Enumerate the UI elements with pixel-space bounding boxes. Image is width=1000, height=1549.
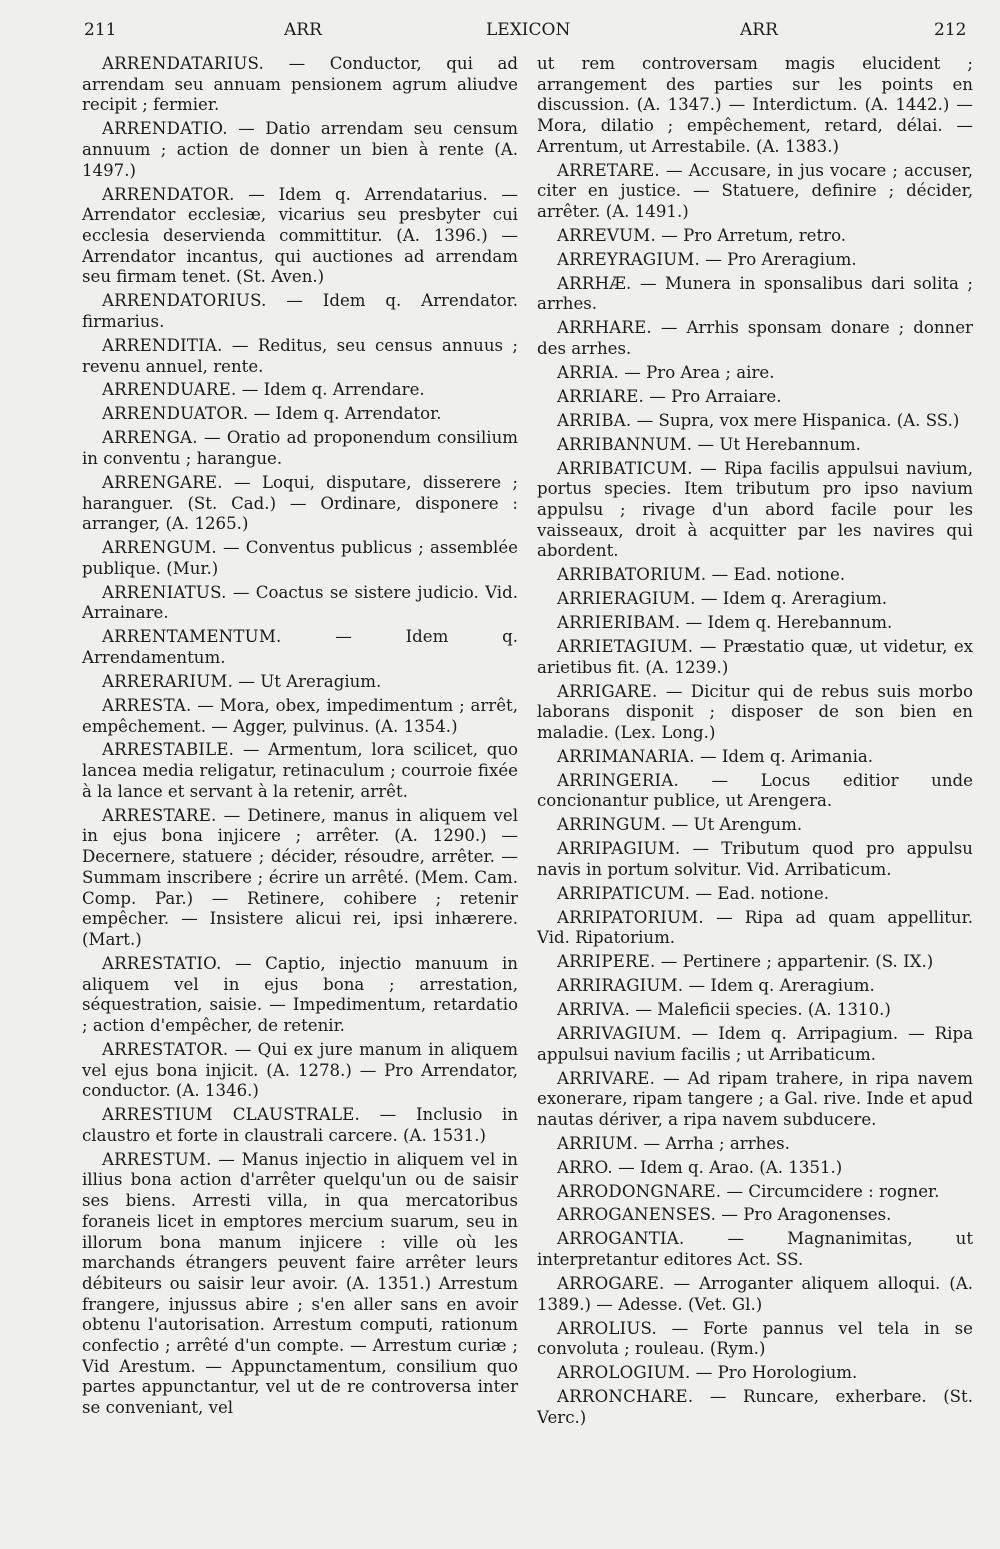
- dictionary-entry: [82, 380, 518, 401]
- entry-headword: ARRONCHARE.: [557, 1387, 694, 1407]
- entry-headword: ARRIERAGIUM.: [557, 589, 696, 609]
- entry-headword: ARRIBATORIUM.: [557, 565, 707, 585]
- entry-headword: ARRENIATUS.: [102, 582, 227, 602]
- entry-definition: — Supra, vox mere Hispanica. (A. SS.): [631, 410, 960, 430]
- entry-definition: — Circumcidere : rogner.: [721, 1181, 940, 1201]
- entry-headword: ARRENDATORIUS.: [102, 291, 267, 311]
- entry-definition: — Ut Arengum.: [666, 815, 803, 835]
- dictionary-entry: [537, 1205, 973, 1226]
- entry-definition: — Qui ex jure manum in aliquem vel ejus bona injicit. (A. 1278.) — Pro Arrendator, conductor. (A. 1346.): [82, 1039, 518, 1101]
- dictionary-entry: [537, 952, 973, 973]
- dictionary-entry: [82, 119, 518, 181]
- entry-headword: ARRENDITIA.: [102, 335, 223, 355]
- dictionary-entry: [537, 435, 973, 456]
- dictionary-entry: [537, 908, 973, 949]
- entry-headword: ARRESTATIO.: [102, 953, 222, 973]
- entry-headword: ARRENDATARIUS.: [102, 54, 265, 73]
- entry-definition: — Munera in sponsalibus dari solita ; arrhes.: [537, 273, 973, 314]
- dictionary-entry: [537, 1158, 973, 1179]
- entry-definition: — Pertinere ; appartenir. (S. IX.): [655, 952, 934, 972]
- entry-definition: — Detinere, manus in aliquem vel in ejus bona injicere ; arrêter. (A. 1290.) — Decernere, statuere ; décider, résoudre, arrêter. — Summam inscribere ; écrire un arrêté. (Mem. Cam. Comp. Par.) — Retinere, cohibere ; retenir empêcher. — Insistere alicui rei, ipsi inhærere. (Mart.): [82, 805, 518, 949]
- dictionary-entry: [537, 1024, 973, 1065]
- dictionary-entry: [82, 627, 518, 668]
- entry-definition: — Præstatio quæ, ut videtur, ex arietibus fit. (A. 1239.): [537, 636, 973, 677]
- entry-definition: — Pro Horologium.: [690, 1363, 858, 1383]
- entry-headword: ARRENTAMENTUM.: [102, 627, 282, 647]
- entry-definition: — Ead. notione.: [690, 883, 829, 903]
- entry-definition: — Idem q. Arao. (A. 1351.): [612, 1157, 843, 1177]
- entry-headword: ARROGANTIA.: [557, 1229, 685, 1249]
- dictionary-entry: [537, 884, 973, 905]
- dictionary-entry: [537, 363, 973, 384]
- entry-headword: ARROGANENSES.: [557, 1205, 717, 1225]
- entry-definition: — Ut Herebannum.: [692, 434, 861, 454]
- dictionary-entry: [537, 771, 973, 812]
- entry-definition: — Inclusio in claustro et forte in claustrali carcere. (A. 1531.): [82, 1105, 519, 1145]
- entry-headword: ARRENDUARE.: [102, 380, 237, 400]
- entry-headword: ARRINGUM.: [557, 815, 667, 835]
- dictionary-entry: [537, 1069, 973, 1131]
- entry-definition: — Oratio ad proponendum consilium in conventu ; harangue.: [82, 428, 518, 468]
- dictionary-entry: [537, 839, 973, 880]
- dictionary-entry: [537, 1134, 973, 1155]
- dictionary-entry: [82, 336, 518, 377]
- dictionary-entry: [537, 459, 973, 563]
- running-head-right: ARR: [740, 20, 778, 40]
- dictionary-entry: [537, 565, 973, 586]
- left-column: [82, 54, 518, 1422]
- entry-headword: ARRHARE.: [557, 318, 652, 338]
- dictionary-entry: [82, 954, 518, 1037]
- entry-definition: — Reditus, seu census annuus ; revenu annuel, rente.: [82, 335, 518, 376]
- entry-headword: ARRENGUM.: [102, 538, 217, 558]
- entry-headword: ARRERARIUM.: [102, 671, 234, 691]
- dictionary-entry: [82, 291, 518, 332]
- entry-definition: — Tributum quod pro appulsu navis in portum solvitur. Vid. Arribaticum.: [537, 839, 973, 879]
- entry-definition: — Ripa facilis appulsui navium, portus species. Item tributum pro ipso navium appulsu ; rivage d'un abord facile pour les vaisseaux, droit à acquitter par les navires qui abordent.: [537, 458, 973, 561]
- entry-headword: ARRENDUATOR.: [102, 404, 249, 424]
- running-head-left: ARR: [284, 20, 322, 40]
- dictionary-entry: [537, 161, 973, 223]
- entry-headword: ARRIPAGIUM.: [557, 839, 681, 859]
- entry-headword: ARRIMANARIA.: [557, 746, 695, 766]
- entry-definition: — Arroganter aliquem alloqui. (A. 1389.) — Adesse. (Vet. Gl.): [537, 1273, 973, 1314]
- entry-headword: ARRIARE.: [557, 386, 644, 406]
- entry-definition: — Idem q. Arrendatarius. — Arrendator ecclesiæ, vicarius seu presbyter cui ecclesia deservienda committitur. (A. 1396.) — Arrendator incantus, qui auctiones ad arrendam seu firmam tenet. (St. Aven.): [82, 184, 518, 287]
- entry-headword: ARRENDATOR.: [102, 184, 235, 204]
- dictionary-entry: [82, 672, 518, 693]
- dictionary-entry: [82, 428, 518, 469]
- dictionary-entry: [537, 815, 973, 836]
- entry-headword: ARRENGA.: [102, 428, 198, 448]
- entry-headword: ARRENDATIO.: [102, 119, 228, 139]
- entry-definition: — Maleficii species. (A. 1310.): [630, 1000, 891, 1020]
- dictionary-entry: [537, 250, 973, 271]
- entry-headword: ARRESTUM.: [102, 1149, 212, 1169]
- right-column: [537, 54, 973, 1432]
- entry-headword: ARRESTABILE.: [102, 740, 235, 760]
- entry-definition: — Idem q. Arrendator.: [248, 404, 442, 424]
- entry-definition: — Conductor, qui ad arrendam seu annuam pensionem agrum aliudve recipit ; fermier.: [82, 54, 518, 115]
- entry-definition: — Arrha ; arrhes.: [638, 1133, 790, 1153]
- entry-headword: ARRIUM.: [557, 1133, 639, 1153]
- page-number-left: 211: [84, 20, 117, 40]
- entry-definition: — Armentum, lora scilicet, quo lancea media religatur, retinaculum ; courroie fixée à la lance et servant à la retenir, arrêt.: [82, 740, 518, 801]
- entry-headword: ARRIERIBAM.: [557, 613, 681, 633]
- dictionary-entry: [537, 411, 973, 432]
- entry-definition: — Mora, obex, impedimentum ; arrêt, empêchement. — Agger, pulvinus. (A. 1354.): [82, 695, 518, 736]
- entry-definition: — Idem q. Arrendare.: [236, 380, 425, 400]
- dictionary-entry: [537, 274, 973, 315]
- entry-headword: ARRHÆ.: [557, 273, 632, 293]
- entry-definition: — Accusare, in jus vocare ; accuser, citer en justice. — Statuere, definire ; décider, arrêter. (A. 1491.): [537, 160, 973, 222]
- entry-headword: ARRENGARE.: [102, 472, 223, 492]
- entry-headword: ARRIVARE.: [557, 1068, 656, 1088]
- entry-definition: — Ad ripam trahere, in ripa navem exonerare, ripam tangere ; a Gal. rive. Inde et apud nautas dériver, a ripa navem subducere.: [537, 1068, 973, 1129]
- entry-headword: ARREYRAGIUM.: [557, 249, 700, 269]
- dictionary-entry: [537, 1229, 973, 1270]
- entry-headword: ARROLIUS.: [557, 1318, 657, 1338]
- entry-headword: ARRIVAGIUM.: [557, 1023, 682, 1043]
- entry-headword: ARRESTARE.: [102, 805, 217, 825]
- dictionary-entry: [537, 976, 973, 997]
- dictionary-entry: [82, 185, 518, 289]
- entry-definition: — Dicitur qui de rebus suis morbo laborans disponit ; disposer de son bien en maladie. (Lex. Long.): [537, 681, 973, 742]
- entry-definition: — Ripa ad quam appellitur. Vid. Ripatorium.: [537, 907, 973, 948]
- dictionary-entry: [82, 583, 518, 624]
- entry-definition: — Pro Areragium.: [699, 249, 857, 269]
- dictionary-entry: [537, 1274, 973, 1315]
- dictionary-entry: [537, 1000, 973, 1021]
- entry-definition: — Forte pannus vel tela in se convoluta ; rouleau. (Rym.): [537, 1318, 973, 1359]
- entry-definition: — Coactus se sistere judicio. Vid. Arrainare.: [82, 582, 518, 623]
- entry-definition: — Idem q. Arrendator. firmarius.: [82, 291, 518, 331]
- entry-definition: — Magnanimitas, ut interpretantur editores Act. SS.: [537, 1229, 973, 1270]
- entry-headword: ARRIPERE.: [557, 952, 656, 972]
- entry-headword: ARRIGARE.: [557, 681, 658, 701]
- entry-definition: — Ead. notione.: [706, 565, 846, 585]
- entry-definition: — Pro Arretum, retro.: [655, 226, 847, 245]
- entry-definition: — Ut Areragium.: [233, 671, 382, 691]
- dictionary-entry: [537, 1387, 973, 1428]
- entry-headword: ARRO.: [557, 1157, 613, 1177]
- dictionary-entry: [537, 1182, 973, 1203]
- running-header: [84, 20, 967, 44]
- entry-definition: — Conventus publicus ; assemblée publique. (Mur.): [82, 538, 518, 578]
- entry-definition: — Pro Arraiare.: [644, 386, 782, 406]
- dictionary-entry: [82, 740, 518, 802]
- entry-headword: ARRODONGNARE.: [557, 1181, 722, 1201]
- entry-definition: — Manus injectio in aliquem vel in illius bona action d'arrêter quelqu'un ou de saisir ses biens. Arresti villa, in qua mercatoribus foraneis licet in emptores mercium suarum, seu in illorum bona manum injicere : ville où les marchands étrangers peuvent faire arrêter leurs débiteurs ou saisir leur avoir. (A. 1351.) Arrestum frangere, injussus abire ; s'en aller sans en avoir obtenu l'autorisation. Arrestum computi, rationum confectio ; arrêté d'un compte. — Arrestum curiæ ; Vid Arestum. — Appunctamentum, consilium quo partes appunctantur, vel ut de re controversa inter se conveniant, vel: [82, 1149, 518, 1418]
- entry-definition: — Idem q. Arimania.: [694, 746, 874, 766]
- entry-headword: ARREVUM.: [557, 226, 656, 245]
- entry-headword: ARRESTATOR.: [102, 1039, 229, 1059]
- entry-definition: — Pro Area ; aire.: [618, 362, 775, 382]
- entry-headword: ARRETARE.: [557, 160, 660, 180]
- dictionary-entry: [537, 747, 973, 768]
- entry-definition: — Idem q. Herebannum.: [680, 613, 893, 633]
- entry-definition: — Idem q. Arrendamentum.: [82, 627, 518, 668]
- entry-headword: ARROGARE.: [557, 1273, 665, 1293]
- entry-definition: — Idem q. Areragium.: [683, 976, 875, 996]
- entry-headword: ARRINGERIA.: [557, 770, 679, 790]
- entry-headword: ARRESTA.: [102, 695, 192, 715]
- entry-headword: ARRIBA.: [557, 410, 632, 430]
- entry-headword: ARROLOGIUM.: [557, 1363, 691, 1383]
- dictionary-entry: [82, 696, 518, 737]
- entry-headword: ARRIA.: [557, 362, 619, 382]
- entry-headword: ARRIBANNUM.: [557, 434, 693, 454]
- entry-definition: — Locus editior unde concionantur publice, ut Arengera.: [537, 770, 973, 811]
- dictionary-entry: [82, 1105, 518, 1146]
- dictionary-entry: [537, 613, 973, 634]
- dictionary-entry: [82, 404, 518, 425]
- entry-definition: — Arrhis sponsam donare ; donner des arrhes.: [537, 318, 973, 359]
- entry-definition: — Idem q. Areragium.: [695, 589, 888, 609]
- entry-headword: ARRESTIUM CLAUSTRALE.: [102, 1105, 360, 1125]
- dictionary-entry: [537, 1363, 973, 1384]
- dictionary-entry: [82, 473, 518, 535]
- dictionary-entry: [82, 1040, 518, 1102]
- entry-headword: ARRIPATORIUM.: [557, 907, 704, 927]
- entry-headword: ARRIPATICUM.: [557, 883, 691, 903]
- dictionary-entry: [537, 682, 973, 744]
- entry-definition: ut rem controversam magis elucident ; arrangement des parties sur les points en discussion. (A. 1347.) — Interdictum. (A. 1442.) — Mora, dilatio ; empêchement, retard, délai. — Arrentum, ut Arrestabile. (A. 1383.): [537, 54, 973, 156]
- running-head-title: LEXICON: [486, 20, 571, 40]
- entry-headword: ARRIBATICUM.: [557, 458, 693, 478]
- dictionary-entry: [537, 54, 973, 158]
- dictionary-entry: [537, 318, 973, 359]
- entry-definition: — Pro Aragonenses.: [716, 1205, 892, 1225]
- entry-definition: — Captio, injectio manuum in aliquem vel in ejus bona ; arrestation, séquestration, saisie. — Impedimentum, retardatio ; action d'empêcher, de retenir.: [82, 953, 518, 1035]
- dictionary-entry: [82, 1150, 518, 1419]
- dictionary-entry: [82, 806, 518, 951]
- entry-definition: — Loqui, disputare, disserere ; haranguer. (St. Cad.) — Ordinare, disponere : arranger, (A. 1265.): [82, 472, 518, 534]
- dictionary-entry: [537, 226, 973, 247]
- entry-definition: — Idem q. Arripagium. — Ripa appulsui navium facilis ; ut Arribaticum.: [537, 1023, 973, 1064]
- dictionary-entry: [537, 589, 973, 610]
- dictionary-entry: [537, 387, 973, 408]
- entry-headword: ARRIVA.: [557, 1000, 631, 1020]
- entry-definition: — Datio arrendam seu censum annuum ; action de donner un bien à rente (A. 1497.): [82, 119, 518, 180]
- dictionary-entry: [82, 54, 518, 116]
- entry-headword: ARRIETAGIUM.: [557, 636, 694, 656]
- entry-definition: — Runcare, exherbare. (St. Verc.): [537, 1387, 973, 1427]
- page-number-right: 212: [934, 20, 967, 40]
- dictionary-entry: [537, 637, 973, 678]
- entry-headword: ARRIRAGIUM.: [557, 976, 684, 996]
- dictionary-entry: [82, 538, 518, 579]
- dictionary-entry: [537, 1319, 973, 1360]
